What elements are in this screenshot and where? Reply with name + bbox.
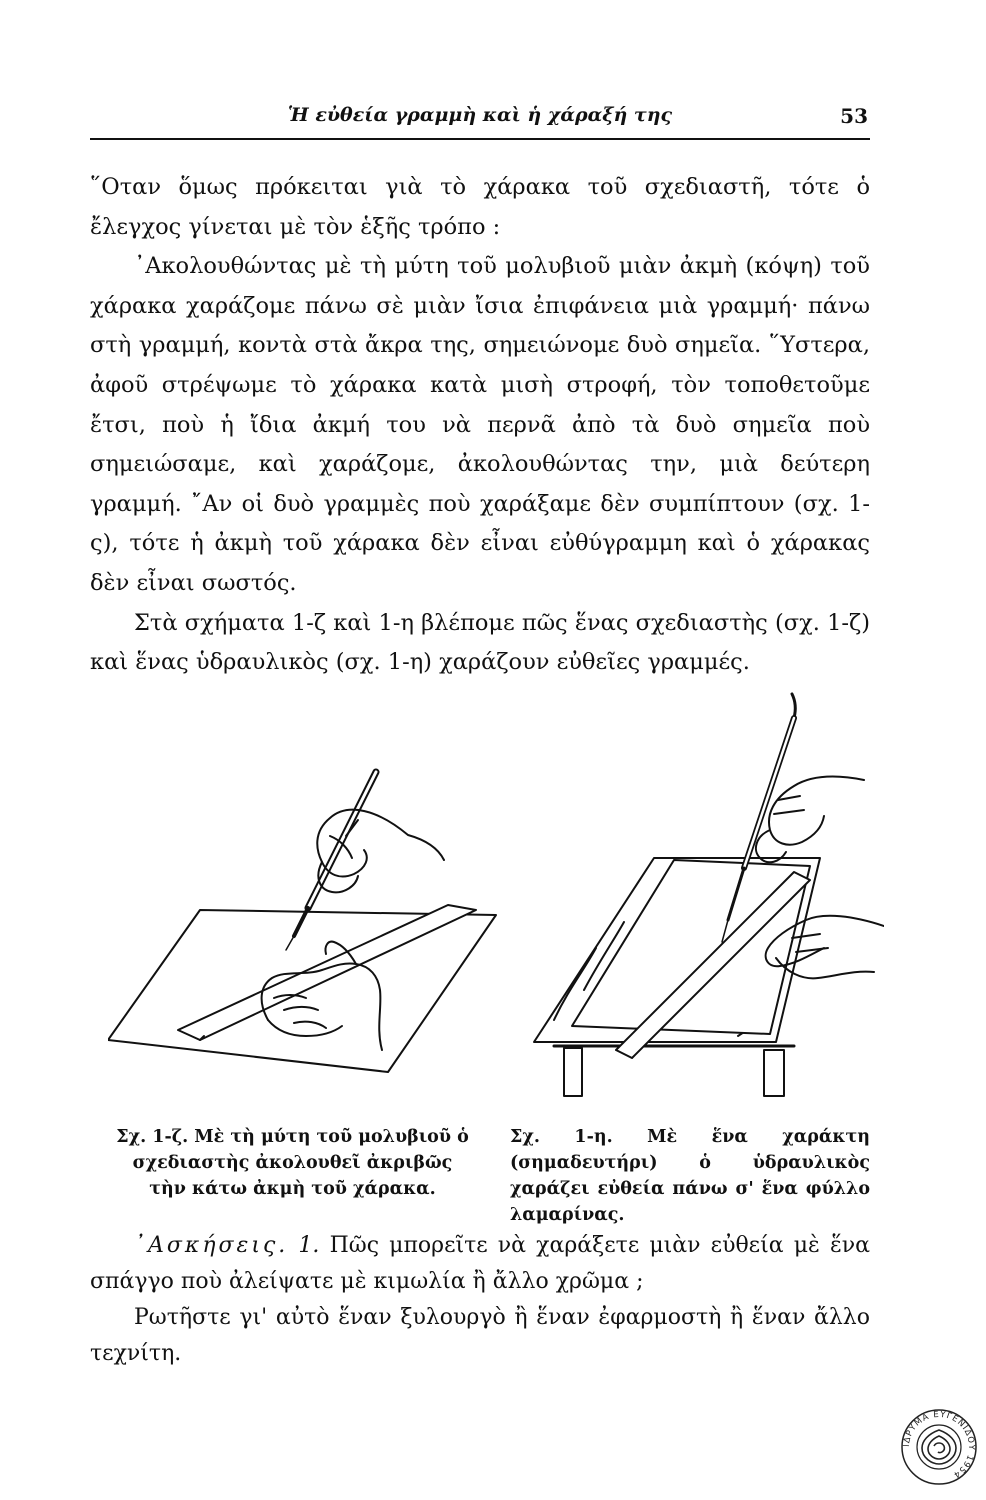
running-title: Ἡ εὐθεία γραμμὴ καὶ ἡ χάραξή της [287, 104, 673, 126]
body-text [90, 168, 870, 683]
foundation-seal-icon [900, 1408, 978, 1486]
paragraph-3: Στὰ σχήματα 1-ζ καὶ 1-η βλέπομε πῶς ἕνας σχεδιαστὴς (σχ. 1-ζ) καὶ ἕνας ὑδραυλικὸς (σχ. 1-η) χαράζουν εὐθεῖες γραμμές. [90, 609, 870, 676]
exercise-1 [90, 1228, 870, 1300]
caption-text-1z: Μὲ τὴ μύτη τοῦ μολυβιοῦ ὁ σχεδιαστὴς ἀκολουθεῖ ἀκριβῶς τὴν κάτω ἀκμὴ τοῦ χάρακα. [132, 1127, 469, 1199]
exercise-hint: Ρωτῆστε γι' αὐτὸ ἕναν ξυλουργὸ ἢ ἕναν ἐφαρμοστὴ ἢ ἕναν ἄλλο τεχνίτη. [90, 1305, 870, 1366]
paragraph-1: ῞Οταν ὅμως πρόκειται γιὰ τὸ χάρακα τοῦ σχεδιαστῆ, τότε ὁ ἔλεγχος γίνεται μὲ τὸν ἑξῆς τρόπο : [90, 174, 870, 240]
running-head [90, 98, 870, 140]
caption-label-1z: Σχ. 1-ζ. [116, 1127, 189, 1147]
exercises-heading: ᾿Ασκήσεις. [134, 1233, 289, 1258]
caption-figure-1z [115, 1124, 470, 1202]
figure-1z [108, 740, 508, 1100]
caption-text-1h: Μὲ ἕνα χαράκτη (σημαδευτήρι) ὁ ὑδραυλικὸς χαράζει εὐθεία πάνω σ' ἕνα φύλλο λαμαρίνας. [510, 1127, 870, 1225]
exercise-question: Πῶς μπορεῖτε νὰ χαράξετε μιὰν εὐθεία μὲ ἕνα σπάγγο ποὺ ἀλείψατε μὲ κιμωλία ἢ ἄλλο χρῶμα ; [90, 1233, 870, 1294]
caption-label-1h: Σχ. 1-η. [510, 1127, 613, 1147]
paragraph-2: ᾿Ακολουθώντας μὲ τὴ μύτη τοῦ μολυβιοῦ μιὰν ἀκμὴ (κόψη) τοῦ χάρακα χαράζομε πάνω σὲ μιὰν ἴσια ἐπιφάνεια μιὰ γραμμή· πάνω στὴ γραμμή, κοντὰ στὰ ἄκρα της, σημειώνομε δυὸ σημεῖα. ῞Υστερα, ἀφοῦ στρέψωμε τὸ χάρακα κατὰ μισὴ στροφή, τὸν τοποθετοῦμε ἔτσι, ποὺ ἡ ἴδια ἀκμή του νὰ περνᾶ ἀπὸ τὰ δυὸ σημεῖα ποὺ σημειώσαμε, καὶ χαράζομε, ἀκολουθώντας την, μιὰ δεύτερη γραμμή. ῎Αν οἱ δυὸ γραμμὲς ποὺ χαράξαμε δὲν συμπίπτουν (σχ. 1-ς), τότε ἡ ἀκμὴ τοῦ χάρακα δὲν εἶναι εὐθύγραμμη καὶ ὁ χάρακας δὲν εἶναι σωστός. [90, 253, 870, 596]
draftsman-drawing-line-icon [108, 740, 508, 1100]
exercises-section [90, 1228, 870, 1372]
library-stamp [900, 1408, 978, 1486]
seal-text: ΙΔΡΥΜΑ ΕΥΓΕΝΙΔΟΥ 1954 [901, 1409, 977, 1480]
page-number: 53 [840, 104, 868, 128]
exercise-number: 1. [298, 1233, 320, 1258]
figure-1h [524, 690, 884, 1100]
caption-figure-1h [510, 1124, 870, 1228]
plumber-scribing-line-icon [524, 690, 884, 1100]
